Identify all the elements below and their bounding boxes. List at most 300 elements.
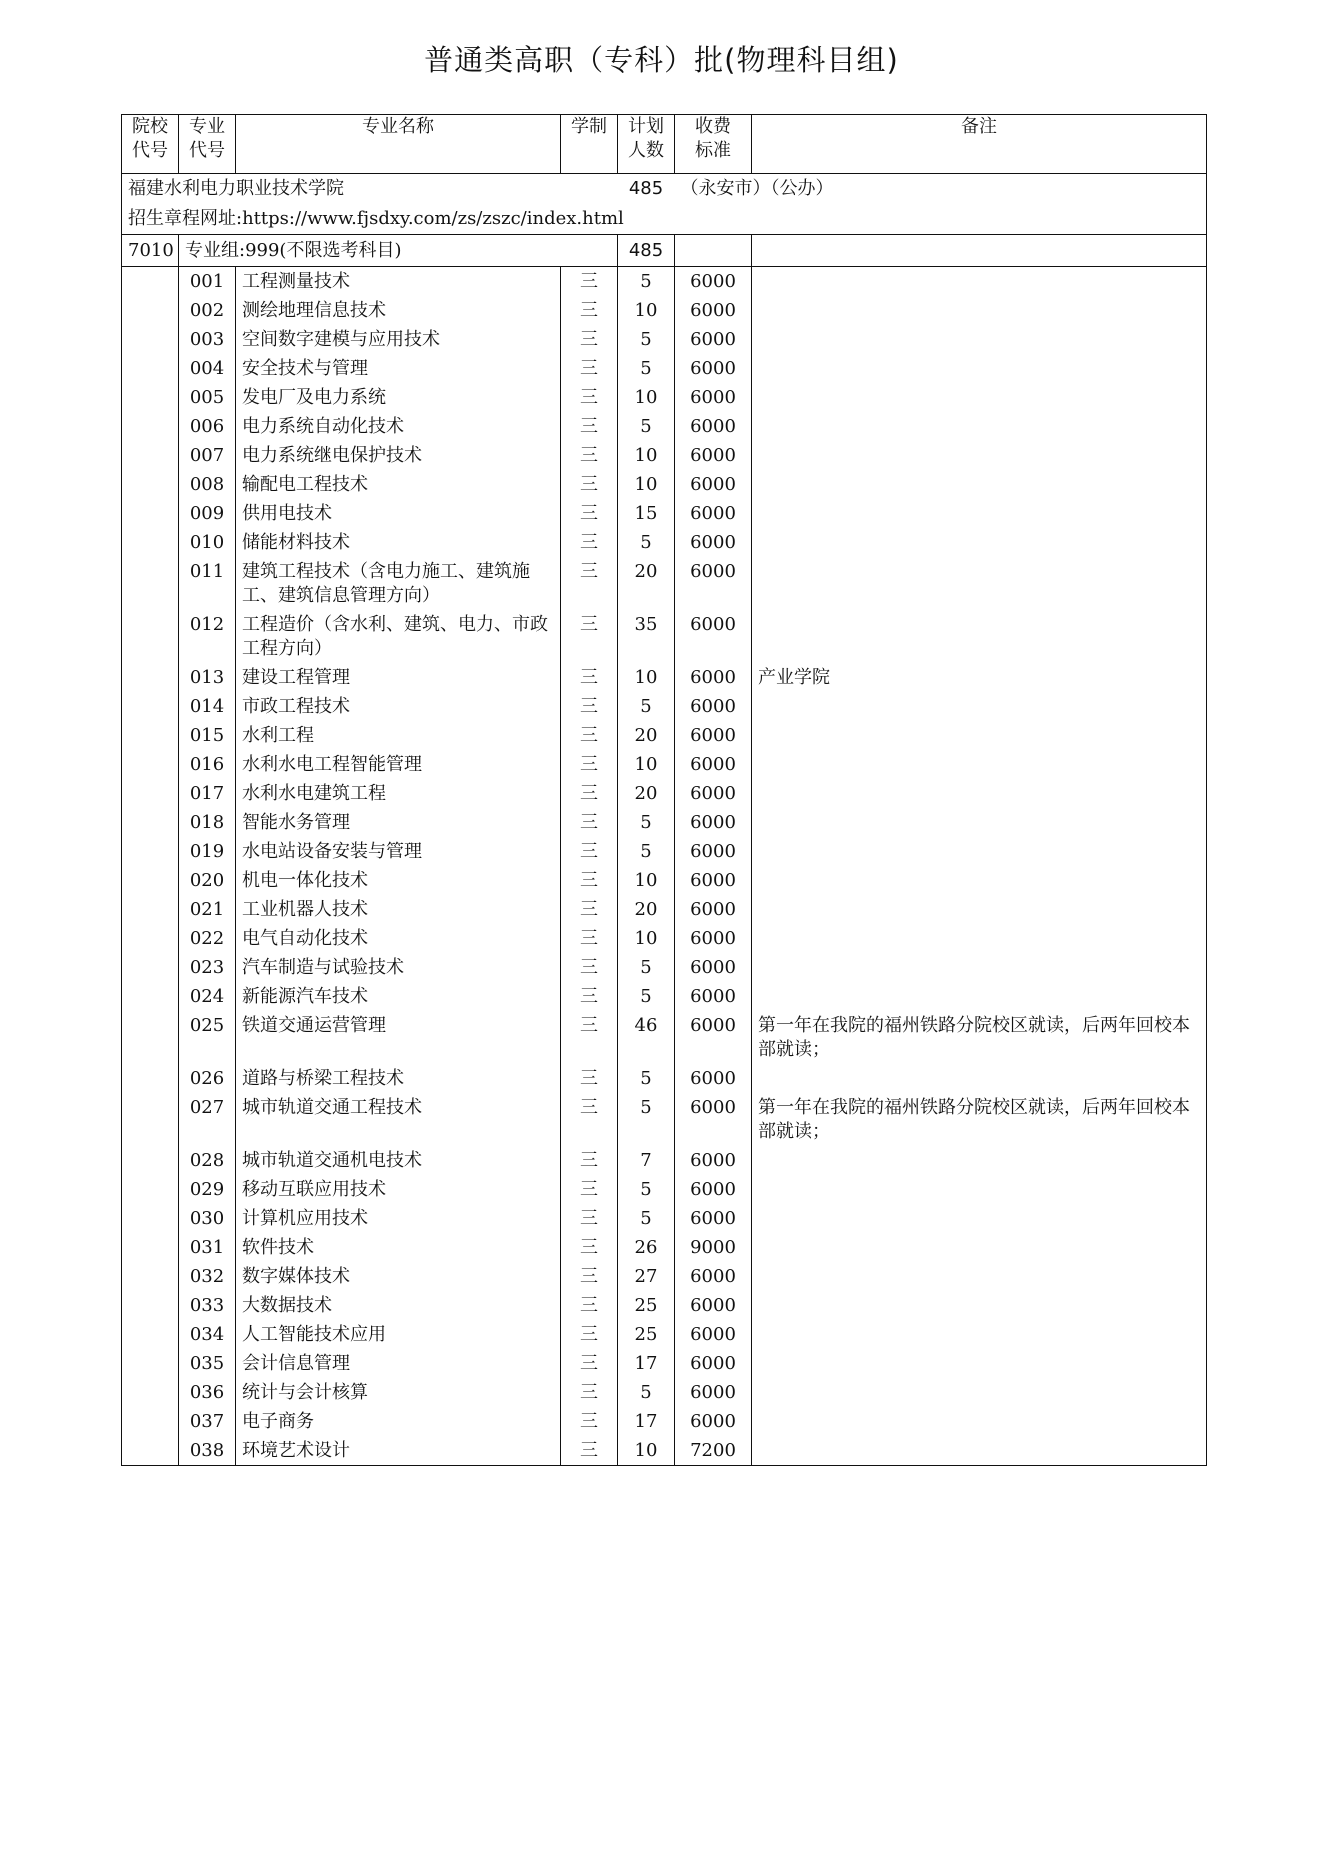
major-code: 022 [179,924,236,953]
major-name: 移动互联应用技术 [236,1175,561,1204]
major-name: 铁道交通运营管理 [236,1011,561,1064]
major-duration: 三 [561,383,618,412]
major-plan: 5 [618,1204,675,1233]
major-name: 市政工程技术 [236,692,561,721]
major-code: 017 [179,779,236,808]
major-note [752,1204,1207,1233]
major-fee: 6000 [675,325,752,354]
major-plan: 25 [618,1291,675,1320]
school-code-cell [122,296,179,325]
major-note [752,1320,1207,1349]
major-duration: 三 [561,1204,618,1233]
major-plan: 5 [618,1378,675,1407]
major-code: 036 [179,1378,236,1407]
table-row [122,470,1207,499]
major-name: 工程造价（含水利、建筑、电力、市政工程方向） [236,610,561,663]
school-code-cell [122,470,179,499]
major-note [752,1146,1207,1175]
major-name: 供用电技术 [236,499,561,528]
major-fee: 6000 [675,895,752,924]
major-note [752,1064,1207,1093]
major-name: 统计与会计核算 [236,1378,561,1407]
major-fee: 6000 [675,528,752,557]
major-plan: 20 [618,779,675,808]
table-row [122,383,1207,412]
major-duration: 三 [561,267,618,297]
school-code-cell [122,383,179,412]
major-duration: 三 [561,1407,618,1436]
school-code-cell [122,441,179,470]
major-code: 018 [179,808,236,837]
school-code-cell [122,663,179,692]
major-code: 028 [179,1146,236,1175]
major-code: 003 [179,325,236,354]
header-major-code: 专业 代号 [179,115,236,174]
major-plan: 5 [618,267,675,297]
table-row [122,1204,1207,1233]
major-name: 水电站设备安装与管理 [236,837,561,866]
table-row [122,610,1207,663]
school-code-cell [122,750,179,779]
major-name: 大数据技术 [236,1291,561,1320]
major-name: 工业机器人技术 [236,895,561,924]
major-note [752,296,1207,325]
table-row [122,499,1207,528]
major-duration: 三 [561,982,618,1011]
major-code: 030 [179,1204,236,1233]
major-duration: 三 [561,1064,618,1093]
school-code-cell [122,1436,179,1466]
school-code-cell [122,1378,179,1407]
major-fee: 6000 [675,499,752,528]
major-name: 城市轨道交通机电技术 [236,1146,561,1175]
school-code-cell [122,721,179,750]
major-duration: 三 [561,808,618,837]
major-name: 会计信息管理 [236,1349,561,1378]
major-name: 储能材料技术 [236,528,561,557]
major-note [752,383,1207,412]
major-duration: 三 [561,296,618,325]
table-row [122,924,1207,953]
major-code: 014 [179,692,236,721]
major-plan: 10 [618,866,675,895]
major-plan: 35 [618,610,675,663]
major-fee: 6000 [675,1378,752,1407]
major-code: 006 [179,412,236,441]
header-plan: 计划 人数 [618,115,675,174]
major-plan: 5 [618,1064,675,1093]
major-name: 测绘地理信息技术 [236,296,561,325]
major-name: 工程测量技术 [236,267,561,297]
major-fee: 9000 [675,1233,752,1262]
school-code-cell [122,953,179,982]
major-note [752,750,1207,779]
school-code-cell [122,325,179,354]
major-note [752,692,1207,721]
major-duration: 三 [561,1291,618,1320]
major-name: 智能水务管理 [236,808,561,837]
table-row [122,1146,1207,1175]
school-code-cell [122,1233,179,1262]
table-header-row [122,115,1207,174]
school-code-cell [122,354,179,383]
major-plan: 46 [618,1011,675,1064]
school-code-cell [122,1064,179,1093]
major-duration: 三 [561,412,618,441]
major-code: 033 [179,1291,236,1320]
major-plan: 27 [618,1262,675,1291]
major-code: 007 [179,441,236,470]
major-duration: 三 [561,1093,618,1146]
major-note [752,924,1207,953]
major-fee: 6000 [675,1291,752,1320]
major-fee: 6000 [675,557,752,610]
school-code-cell [122,895,179,924]
major-name: 水利工程 [236,721,561,750]
major-code: 002 [179,296,236,325]
major-fee: 6000 [675,1175,752,1204]
major-code: 023 [179,953,236,982]
table-row [122,1378,1207,1407]
table-row [122,267,1207,297]
major-note [752,325,1207,354]
major-fee: 6000 [675,953,752,982]
major-name: 发电厂及电力系统 [236,383,561,412]
major-duration: 三 [561,610,618,663]
table-row [122,1064,1207,1093]
major-note [752,1233,1207,1262]
major-code: 004 [179,354,236,383]
major-name: 空间数字建模与应用技术 [236,325,561,354]
major-duration: 三 [561,499,618,528]
major-note [752,953,1207,982]
major-duration: 三 [561,441,618,470]
school-code-cell [122,692,179,721]
school-name: 福建水利电力职业技术学院 [122,174,618,205]
major-duration: 三 [561,1349,618,1378]
major-plan: 10 [618,750,675,779]
school-code-cell [122,866,179,895]
major-code: 037 [179,1407,236,1436]
major-note [752,470,1207,499]
major-fee: 6000 [675,982,752,1011]
major-duration: 三 [561,721,618,750]
table-row [122,1011,1207,1064]
major-fee: 6000 [675,1146,752,1175]
major-fee: 6000 [675,1204,752,1233]
table-row [122,441,1207,470]
table-row [122,325,1207,354]
major-fee: 6000 [675,808,752,837]
major-name: 电力系统继电保护技术 [236,441,561,470]
major-name: 安全技术与管理 [236,354,561,383]
major-name: 城市轨道交通工程技术 [236,1093,561,1146]
group-code: 7010 [122,235,179,267]
table-row [122,1093,1207,1146]
major-fee: 6000 [675,1064,752,1093]
major-plan: 5 [618,354,675,383]
major-fee: 6000 [675,721,752,750]
major-name: 建设工程管理 [236,663,561,692]
major-fee: 6000 [675,470,752,499]
major-code: 025 [179,1011,236,1064]
major-fee: 6000 [675,1320,752,1349]
major-plan: 5 [618,692,675,721]
major-fee: 6000 [675,692,752,721]
major-code: 031 [179,1233,236,1262]
major-name: 输配电工程技术 [236,470,561,499]
major-code: 034 [179,1320,236,1349]
school-code-cell [122,1349,179,1378]
major-note [752,1378,1207,1407]
table-row [122,1233,1207,1262]
major-code: 024 [179,982,236,1011]
major-note [752,1436,1207,1466]
school-code-cell [122,610,179,663]
major-note [752,557,1207,610]
table-row [122,1291,1207,1320]
group-note-empty [752,235,1207,267]
major-note [752,1349,1207,1378]
major-name: 数字媒体技术 [236,1262,561,1291]
major-duration: 三 [561,895,618,924]
major-fee: 6000 [675,412,752,441]
school-row [122,174,1207,205]
major-fee: 6000 [675,1093,752,1146]
school-plan-total: 485 [618,174,675,205]
major-duration: 三 [561,1262,618,1291]
major-code: 027 [179,1093,236,1146]
table-row [122,721,1207,750]
major-fee: 6000 [675,267,752,297]
major-name: 计算机应用技术 [236,1204,561,1233]
school-code-cell [122,924,179,953]
major-duration: 三 [561,663,618,692]
admission-plan-table [121,114,1207,1466]
major-note [752,412,1207,441]
header-note: 备注 [752,115,1207,174]
major-note [752,354,1207,383]
major-duration: 三 [561,837,618,866]
major-code: 005 [179,383,236,412]
table-row [122,663,1207,692]
major-note [752,528,1207,557]
major-code: 026 [179,1064,236,1093]
major-fee: 6000 [675,1407,752,1436]
header-major-name: 专业名称 [236,115,561,174]
major-note: 产业学院 [752,663,1207,692]
major-name: 电气自动化技术 [236,924,561,953]
table-row [122,866,1207,895]
major-note [752,808,1207,837]
school-code-cell [122,837,179,866]
major-duration: 三 [561,692,618,721]
major-code: 032 [179,1262,236,1291]
school-code-cell [122,982,179,1011]
major-note [752,866,1207,895]
major-plan: 10 [618,924,675,953]
major-fee: 6000 [675,383,752,412]
school-code-cell [122,1262,179,1291]
header-school-code: 院校 代号 [122,115,179,174]
school-code-cell [122,412,179,441]
school-code-cell [122,557,179,610]
major-note [752,267,1207,297]
table-row [122,1349,1207,1378]
major-code: 019 [179,837,236,866]
major-fee: 6000 [675,924,752,953]
major-duration: 三 [561,528,618,557]
major-code: 009 [179,499,236,528]
group-plan: 485 [618,235,675,267]
major-name: 环境艺术设计 [236,1436,561,1466]
major-fee: 6000 [675,441,752,470]
major-code: 011 [179,557,236,610]
major-note [752,837,1207,866]
major-note [752,1291,1207,1320]
major-plan: 5 [618,412,675,441]
major-fee: 6000 [675,296,752,325]
major-code: 015 [179,721,236,750]
major-note [752,982,1207,1011]
major-name: 人工智能技术应用 [236,1320,561,1349]
major-plan: 5 [618,1175,675,1204]
major-plan: 15 [618,499,675,528]
major-duration: 三 [561,557,618,610]
table-row [122,1320,1207,1349]
major-plan: 10 [618,383,675,412]
major-duration: 三 [561,325,618,354]
major-code: 029 [179,1175,236,1204]
major-duration: 三 [561,1011,618,1064]
page-title: 普通类高职（专科）批(物理科目组) [424,43,899,77]
table-row [122,354,1207,383]
major-plan: 5 [618,837,675,866]
major-plan: 10 [618,441,675,470]
major-duration: 三 [561,1146,618,1175]
header-duration: 学制 [561,115,618,174]
school-code-cell [122,1320,179,1349]
major-note: 第一年在我院的福州铁路分院校区就读，后两年回校本部就读； [752,1093,1207,1146]
major-name: 机电一体化技术 [236,866,561,895]
major-plan: 5 [618,528,675,557]
table-row [122,528,1207,557]
major-plan: 20 [618,557,675,610]
school-code-cell [122,499,179,528]
major-note [752,441,1207,470]
major-plan: 5 [618,953,675,982]
table-row [122,750,1207,779]
major-note [752,1262,1207,1291]
school-code-cell [122,1407,179,1436]
major-fee: 6000 [675,750,752,779]
major-plan: 20 [618,721,675,750]
major-note: 第一年在我院的福州铁路分院校区就读，后两年回校本部就读； [752,1011,1207,1064]
major-plan: 5 [618,325,675,354]
major-note [752,1175,1207,1204]
school-code-cell [122,1175,179,1204]
table-row [122,895,1207,924]
major-duration: 三 [561,1320,618,1349]
major-duration: 三 [561,953,618,982]
school-code-cell [122,1204,179,1233]
major-fee: 6000 [675,1349,752,1378]
table-row [122,1262,1207,1291]
table-row [122,296,1207,325]
major-duration: 三 [561,1436,618,1466]
major-code: 016 [179,750,236,779]
major-fee: 6000 [675,610,752,663]
table-row [122,557,1207,610]
major-code: 013 [179,663,236,692]
major-code: 001 [179,267,236,297]
major-code: 038 [179,1436,236,1466]
school-code-cell [122,267,179,297]
major-note [752,721,1207,750]
major-note [752,895,1207,924]
school-code-cell [122,808,179,837]
school-code-cell [122,1291,179,1320]
table-row [122,779,1207,808]
school-url: 招生章程网址:https://www.fjsdxy.com/zs/zszc/index.html [122,204,1207,235]
group-fee-empty [675,235,752,267]
header-fee: 收费 标准 [675,115,752,174]
major-plan: 26 [618,1233,675,1262]
major-plan: 5 [618,808,675,837]
major-name: 水利水电建筑工程 [236,779,561,808]
table-row [122,982,1207,1011]
major-duration: 三 [561,779,618,808]
major-name: 水利水电工程智能管理 [236,750,561,779]
table-row [122,837,1207,866]
major-fee: 6000 [675,837,752,866]
major-code: 010 [179,528,236,557]
major-fee: 6000 [675,1262,752,1291]
major-plan: 20 [618,895,675,924]
major-duration: 三 [561,924,618,953]
major-fee: 6000 [675,1011,752,1064]
major-note [752,1407,1207,1436]
table-row [122,953,1207,982]
group-label: 专业组:999(不限选考科目) [179,235,618,267]
major-fee: 7200 [675,1436,752,1466]
major-plan: 17 [618,1349,675,1378]
school-code-cell [122,528,179,557]
major-fee: 6000 [675,866,752,895]
major-name: 电力系统自动化技术 [236,412,561,441]
major-plan: 17 [618,1407,675,1436]
school-url-row [122,204,1207,235]
table-row [122,692,1207,721]
major-duration: 三 [561,470,618,499]
major-note [752,610,1207,663]
major-note [752,499,1207,528]
major-duration: 三 [561,750,618,779]
major-name: 道路与桥梁工程技术 [236,1064,561,1093]
major-duration: 三 [561,1175,618,1204]
major-name: 软件技术 [236,1233,561,1262]
major-duration: 三 [561,1378,618,1407]
table-row [122,808,1207,837]
table-row [122,1436,1207,1466]
major-fee: 6000 [675,779,752,808]
major-name: 建筑工程技术（含电力施工、建筑施工、建筑信息管理方向） [236,557,561,610]
major-name: 电子商务 [236,1407,561,1436]
table-row [122,1407,1207,1436]
major-code: 012 [179,610,236,663]
major-fee: 6000 [675,354,752,383]
major-plan: 5 [618,982,675,1011]
